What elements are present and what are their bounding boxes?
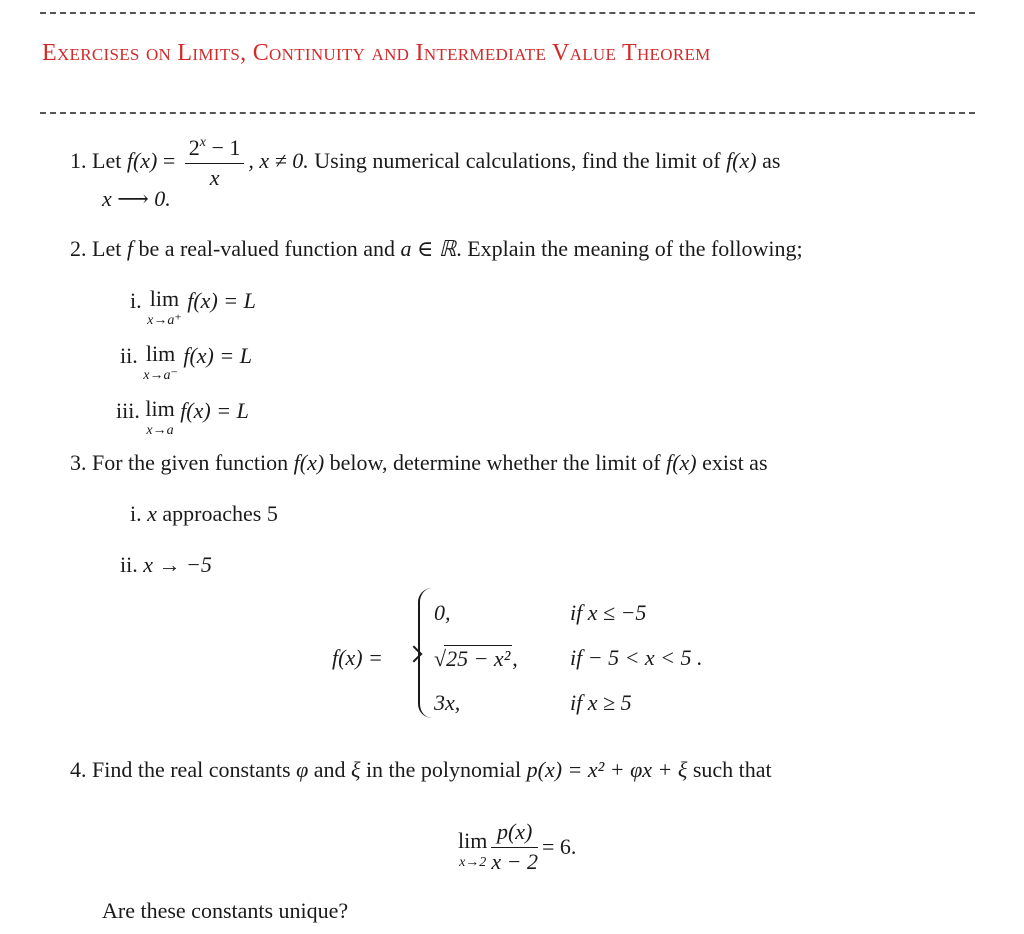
case-condition: if − 5 < x < 5 . bbox=[570, 645, 703, 670]
question-3: 3. For the given function f(x) below, determine whether the limit of f(x) exist as bbox=[70, 450, 768, 475]
question-1: 1. Let f(x) = $\frac{2^x - 1}{x}$ , x ≠ 0. Using numerical calculations, find the limit of f(x) as bbox=[70, 134, 780, 192]
question-number: 1. bbox=[70, 148, 87, 174]
list-item: iii. lim x→a f(x) = L bbox=[116, 396, 249, 438]
question-number: 2. bbox=[70, 236, 87, 261]
case-expression: 0, bbox=[434, 600, 451, 625]
limit-equation: lim x→2 $\frac{p(x)}{x - 2}$ = 6. bbox=[458, 818, 576, 876]
bottom-dashed-rule bbox=[40, 112, 975, 114]
case-condition: if x ≥ 5 bbox=[570, 690, 632, 715]
case-expression: 3x, bbox=[434, 690, 461, 715]
closing-question: Are these constants unique? bbox=[102, 898, 349, 923]
case-condition: if x ≤ −5 bbox=[570, 600, 647, 625]
list-item: i. x approaches 5 bbox=[130, 501, 278, 526]
list-item: ii. lim x→a⁻ f(x) = L bbox=[120, 341, 252, 383]
limit-expression: lim x→a⁺ bbox=[147, 286, 182, 328]
list-item: ii. x → −5 bbox=[120, 552, 212, 577]
fraction: $\frac{p(x)}{x - 2}$ bbox=[491, 819, 538, 874]
fraction: $\frac{2^x - 1}{x}$ bbox=[185, 134, 245, 192]
question-1-line-2: x ⟶ 0. bbox=[102, 186, 171, 211]
case-expression: √25 − x², bbox=[434, 646, 518, 671]
question-2: 2. Let f be a real-valued function and a ∈ ℝ. Explain the meaning of the following; bbox=[70, 236, 803, 261]
top-dashed-rule bbox=[40, 12, 975, 14]
limit-expression: lim x→a bbox=[145, 396, 175, 438]
function-fx: f(x) bbox=[126, 148, 158, 174]
piecewise-lhs: f(x) = bbox=[332, 645, 383, 670]
question-4: 4. Find the real constants φ and ξ in the polynomial p(x) = x² + φx + ξ such that bbox=[70, 757, 772, 782]
limit-expression: lim x→a⁻ bbox=[143, 341, 178, 383]
list-item: i. lim x→a⁺ f(x) = L bbox=[130, 286, 256, 328]
question-number: 3. bbox=[70, 450, 87, 475]
page-title: Exercises on Limits, Continuity and Intermediate Value Theorem bbox=[42, 40, 711, 66]
limit-expression: lim x→2 bbox=[458, 828, 488, 871]
question-number: 4. bbox=[70, 757, 87, 782]
